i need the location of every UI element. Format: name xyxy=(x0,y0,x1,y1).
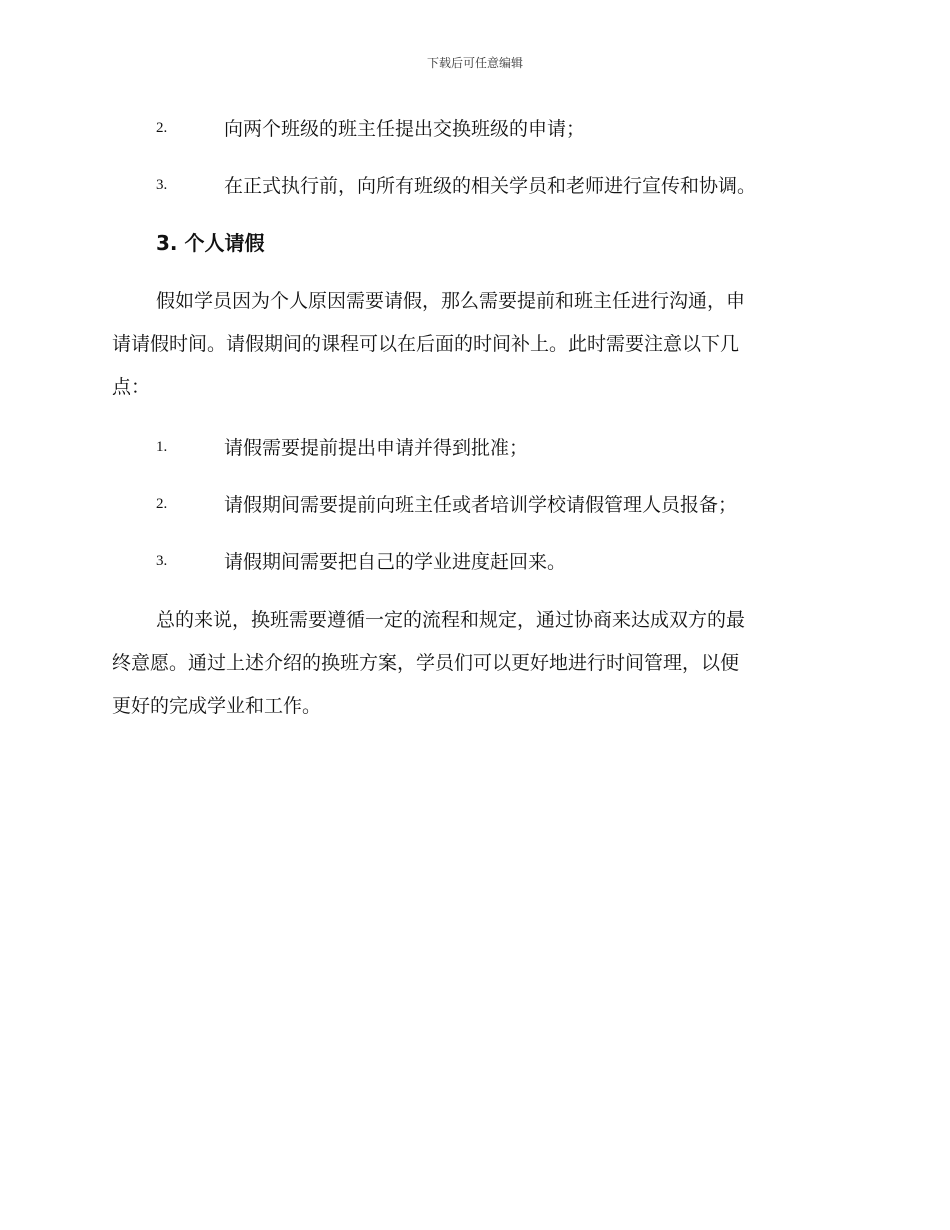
list-item xyxy=(0,114,950,144)
list-item-number: 2. xyxy=(156,120,168,136)
list-item xyxy=(0,490,950,520)
paragraph-line: 终意愿。通过上述介绍的换班方案，学员们可以更好地进行时间管理，以便 xyxy=(112,652,740,674)
paragraph-line: 总的来说，换班需要遵循一定的流程和规定，通过协商来达成双方的最 xyxy=(156,609,746,631)
list-item xyxy=(0,171,950,201)
list-item xyxy=(0,433,950,463)
paragraph-line: 请请假时间。请假期间的课程可以在后面的时间补上。此时需要注意以下几 xyxy=(112,333,740,355)
list-item xyxy=(0,547,950,577)
paragraph-line: 更好的完成学业和工作。 xyxy=(112,695,322,717)
list-item-number: 3. xyxy=(156,177,168,193)
list-item-number: 2. xyxy=(156,496,168,512)
paragraph-line: 点： xyxy=(112,376,151,398)
list-item-number: 3. xyxy=(156,553,168,569)
list-item-text: 向两个班级的班主任提出交换班级的申请； xyxy=(224,118,586,140)
list-item-text: 在正式执行前，向所有班级的相关学员和老师进行宣传和协调。 xyxy=(224,175,757,197)
list-item-text: 请假期间需要把自己的学业进度赶回来。 xyxy=(224,551,567,573)
list-item-number: 1. xyxy=(156,439,168,455)
page-header-note: 下载后可任意编辑 xyxy=(426,56,523,70)
body-paragraph xyxy=(112,605,832,734)
body-paragraph xyxy=(112,286,832,415)
list-item-text: 请假需要提前提出申请并得到批准； xyxy=(224,437,529,459)
section-heading: 3. 个人请假 xyxy=(156,231,265,255)
list-item-text: 请假期间需要提前向班主任或者培训学校请假管理人员报备； xyxy=(224,494,738,516)
paragraph-line: 假如学员因为个人原因需要请假，那么需要提前和班主任进行沟通，申 xyxy=(156,290,746,312)
